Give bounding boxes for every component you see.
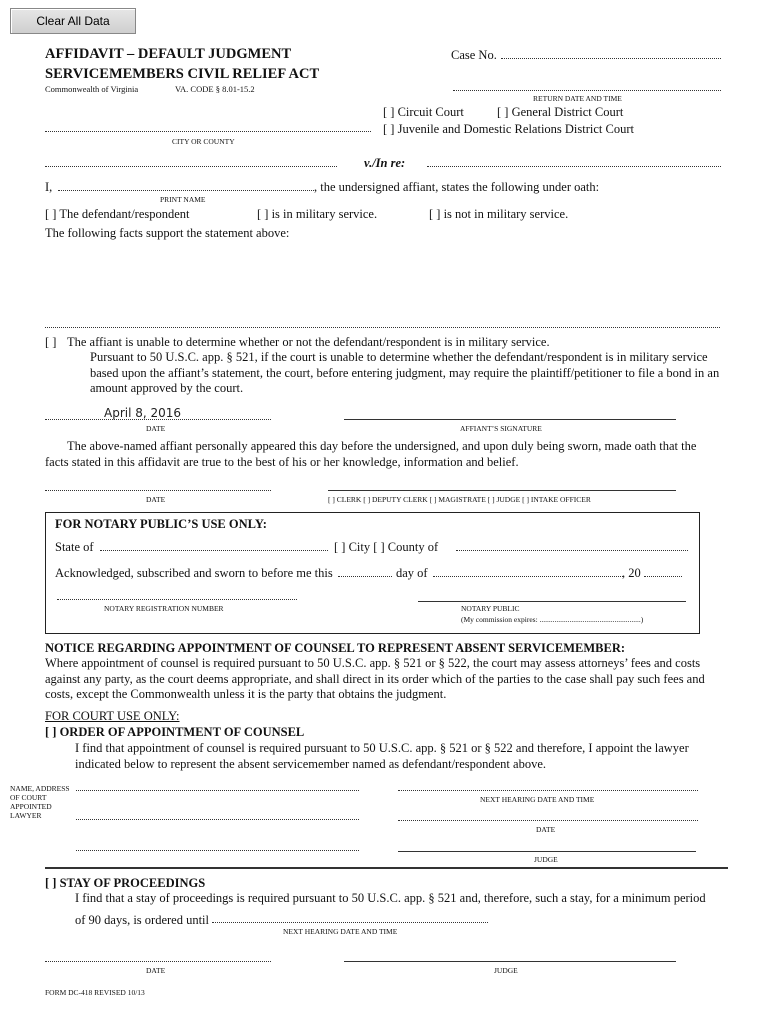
city-county-checkboxes[interactable]: [ ] City [ ] County of — [334, 540, 439, 554]
stay-checkbox[interactable]: [ ] STAY OF PROCEEDINGS — [45, 876, 206, 890]
year-field[interactable] — [644, 576, 682, 577]
case-no-label: Case No. — [451, 48, 497, 62]
stay-hearing-label: NEXT HEARING DATE AND TIME — [283, 927, 398, 936]
i-label: I, — [45, 180, 53, 194]
lawyer-label: NAME, ADDRESS OF COURT APPOINTED LAWYER — [10, 784, 70, 820]
plaintiff-field[interactable] — [45, 166, 337, 167]
notary-public-label: NOTARY PUBLIC — [461, 604, 520, 613]
va-code: VA. CODE § 8.01-15.2 — [175, 84, 255, 94]
stay-until-field[interactable] — [212, 922, 488, 923]
undersigned-text: , the undersigned affiant, states the following under oath: — [314, 180, 600, 194]
unable-text: The affiant is unable to determine whether or not the defendant/respondent is in military service. — [67, 335, 550, 349]
day-of-label: day of — [396, 566, 428, 580]
print-name-label: PRINT NAME — [160, 195, 206, 204]
notice-text: Where appointment of counsel is required pursuant to 50 U.S.C. app. § 521 or § 522, the court may assess attorneys’ fees and costs against any party, as the court deems appropriate, and shall direct in its order which of the parties to the case shall pay such fees and costs, except the Commonwealth unless it is the party that obtains the judgment. — [45, 656, 705, 701]
jdr-checkbox[interactable]: [ ] Juvenile and Domestic Relations District Court — [383, 122, 634, 136]
stay-text: I find that a stay of proceedings is required pursuant to 50 U.S.C. app. § 521 and, therefore, such a stay, for a minimum period — [75, 891, 706, 905]
stay-date-field[interactable] — [45, 961, 271, 962]
commission-label: (My commission expires: ......................................................) — [461, 615, 644, 624]
city-county-field[interactable] — [45, 131, 371, 132]
order-date-field[interactable] — [398, 820, 698, 821]
lawyer-address2-field[interactable] — [76, 850, 359, 851]
date-label: DATE — [146, 424, 166, 433]
reg-number-field[interactable] — [57, 599, 297, 600]
state-of-label: State of — [55, 540, 94, 554]
facts-field[interactable] — [45, 327, 720, 328]
year-label: , 20 — [622, 566, 641, 580]
signature-line[interactable] — [344, 419, 676, 420]
form-number: FORM DC-418 REVISED 10/13 — [45, 988, 145, 997]
state-field[interactable] — [100, 550, 328, 551]
facts-label: The following facts support the statement above: — [45, 226, 290, 240]
notary-box — [45, 512, 700, 634]
signature-label: AFFIANT’S SIGNATURE — [460, 424, 542, 433]
order-counsel-checkbox[interactable]: [ ] ORDER OF APPOINTMENT OF COUNSEL — [45, 725, 305, 739]
commonwealth-label: Commonwealth of Virginia — [45, 84, 139, 94]
city-county-label: CITY OR COUNTY — [172, 137, 235, 146]
court-use-heading: FOR COURT USE ONLY: — [45, 709, 180, 723]
lawyer-address-field[interactable] — [76, 819, 359, 820]
county-field[interactable] — [456, 550, 688, 551]
gdc-checkbox[interactable]: [ ] General District Court — [497, 105, 624, 119]
day-field[interactable] — [338, 576, 392, 577]
affiant-date-value[interactable]: April 8, 2016 — [104, 406, 182, 420]
order-judge-line[interactable] — [398, 851, 696, 852]
defendant-checkbox[interactable]: [ ] The defendant/respondent — [45, 207, 190, 221]
not-military-checkbox[interactable]: [ ] is not in military service. — [429, 207, 569, 221]
stay-until-text: of 90 days, is ordered until — [75, 913, 210, 927]
return-date-field[interactable] — [453, 90, 721, 91]
notice-heading: NOTICE REGARDING APPOINTMENT OF COUNSEL TO REPRESENT ABSENT SERVICEMEMBER: — [45, 641, 626, 655]
next-hearing-label: NEXT HEARING DATE AND TIME — [480, 795, 595, 804]
in-military-checkbox[interactable]: [ ] is in military service. — [257, 207, 378, 221]
v-in-re-label: v./In re: — [364, 156, 406, 170]
reg-number-label: NOTARY REGISTRATION NUMBER — [104, 604, 224, 613]
lawyer-name-field[interactable] — [76, 790, 359, 791]
next-hearing-field[interactable] — [398, 790, 698, 791]
stay-judge-label: JUDGE — [494, 966, 518, 975]
bond-text: Pursuant to 50 U.S.C. app. § 521, if the court is unable to determine whether the defendant/respondent is in military service based upon the affiant’s statement, the court, before entering judgment, may require the plaintiff/petitioner to file a bond in an amount approved by the court. — [90, 350, 720, 395]
oath-text: The above-named affiant personally appeared this day before the undersigned, and upon duly being sworn, made oath that the facts stated in this affidavit are true to the best of his or her knowledge, information and belief. — [45, 439, 697, 469]
notary-heading: FOR NOTARY PUBLIC’S USE ONLY: — [55, 517, 267, 531]
officer-options[interactable]: [ ] CLERK [ ] DEPUTY CLERK [ ] MAGISTRATE [ ] JUDGE [ ] INTAKE OFFICER — [328, 495, 591, 504]
case-no-field[interactable] — [501, 58, 721, 59]
month-field[interactable] — [433, 576, 623, 577]
stay-judge-line[interactable] — [344, 961, 676, 962]
unable-checkbox[interactable]: [ ] — [45, 335, 57, 349]
oath-date-field[interactable] — [45, 490, 271, 491]
defendant-field[interactable] — [427, 166, 721, 167]
stay-date-label: DATE — [146, 966, 166, 975]
section-divider — [45, 867, 728, 869]
return-date-label: RETURN DATE AND TIME — [533, 94, 622, 103]
form-title: AFFIDAVIT – DEFAULT JUDGMENT — [45, 46, 292, 62]
clear-all-data-button[interactable]: Clear All Data — [10, 8, 136, 34]
oath-date-label: DATE — [146, 495, 166, 504]
circuit-court-checkbox[interactable]: [ ] Circuit Court — [383, 105, 464, 119]
notary-signature-line[interactable] — [418, 601, 686, 602]
acknowledged-text: Acknowledged, subscribed and sworn to before me this — [55, 566, 333, 580]
form-subtitle: SERVICEMEMBERS CIVIL RELIEF ACT — [45, 66, 320, 82]
order-date-label: DATE — [536, 825, 556, 834]
officer-signature-line[interactable] — [328, 490, 676, 491]
affiant-name-field[interactable] — [58, 190, 314, 191]
order-judge-label: JUDGE — [534, 855, 558, 864]
order-text: I find that appointment of counsel is required pursuant to 50 U.S.C. app. § 521 or § 522 and therefore, I appoint the lawyer indicated below to represent the absent servicemember named as defendant/respondent above. — [75, 741, 689, 771]
